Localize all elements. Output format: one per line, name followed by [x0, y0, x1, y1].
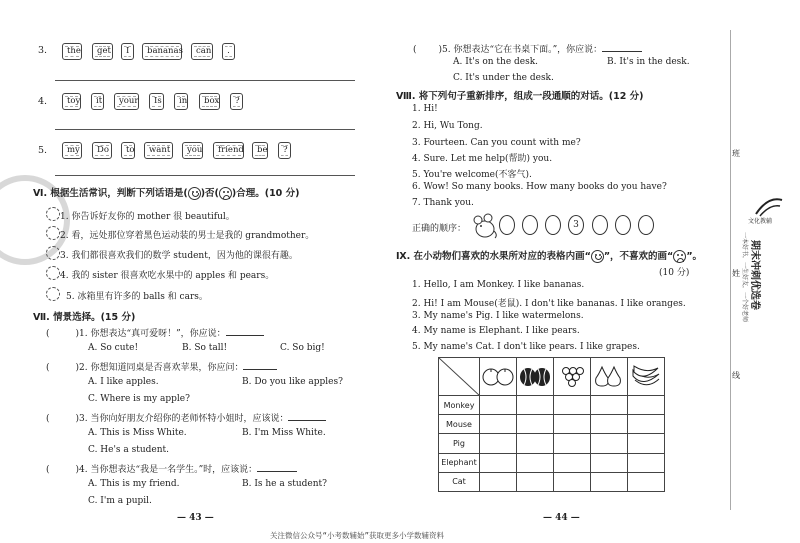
section-9-score: (10 分) — [659, 268, 690, 278]
animal-label: Monkey — [439, 396, 480, 415]
sad-face-icon — [673, 250, 686, 263]
publisher-name: 文化教辅 — [748, 218, 773, 225]
animal-label: Mouse — [439, 415, 480, 434]
statement-line: 5. My name's Cat. I don't like pears. I like grapes. — [412, 342, 640, 352]
word-card: can — [191, 43, 213, 60]
word-card: ? — [230, 93, 243, 110]
spine-char: 线 — [732, 371, 740, 380]
word-card: in — [174, 93, 188, 110]
answer-cell[interactable] — [554, 434, 591, 453]
section-7-title: Ⅶ. 情景选择。(15 分) — [33, 312, 136, 323]
answer-face-slot[interactable] — [46, 207, 60, 221]
option: B. Do you like apples? — [242, 377, 343, 387]
option: A. So cute! — [88, 343, 139, 353]
order-slot[interactable] — [499, 215, 515, 235]
page-number-right: — 44 — — [543, 513, 580, 523]
answer-cell[interactable] — [480, 434, 517, 453]
question-number: 5. — [38, 145, 48, 156]
answer-cell[interactable] — [628, 453, 665, 472]
order-slot[interactable] — [592, 215, 608, 235]
fruit-preference-table — [438, 357, 665, 492]
answer-cell[interactable] — [591, 415, 628, 434]
answer-face-slot[interactable] — [46, 246, 60, 260]
judge-item: 4. 我的 sister 很喜欢吃水果中的 apples 和 pears。 — [60, 271, 275, 281]
answer-line — [55, 175, 355, 176]
word-card: the — [62, 43, 82, 60]
word-card: get — [92, 43, 113, 60]
word-card: to — [121, 142, 135, 159]
answer-cell[interactable] — [517, 396, 554, 415]
answer-cell[interactable] — [517, 453, 554, 472]
option: A. This is my friend. — [88, 479, 180, 489]
table-row — [439, 396, 665, 415]
word-card: toy — [62, 93, 81, 110]
word-card: it — [91, 93, 104, 110]
dialogue-line: 5. You're welcome(不客气). — [412, 170, 532, 180]
judge-item: 1. 你告诉好友你的 mother 很 beautiful。 — [60, 212, 235, 222]
section-6-title: Ⅵ. 根据生活常识，判断下列话语是( )否( )合理。(10 分) — [33, 188, 300, 199]
footer-note: 关注微信公众号“小考数辅始”获取更多小学数辅资料 — [270, 531, 445, 540]
statement-line: 3. My name's Pig. I like watermelons. — [412, 311, 584, 321]
answer-cell[interactable] — [591, 453, 628, 472]
sad-face-icon — [219, 187, 232, 200]
answer-cell[interactable] — [591, 434, 628, 453]
option: B. Is he a student? — [242, 479, 327, 489]
brand-tagline: 一本好书，一生好友，一个好老师 — [741, 232, 748, 323]
grapes-icon — [554, 358, 591, 396]
answer-cell[interactable] — [554, 472, 591, 491]
bananas-icon — [628, 358, 665, 396]
order-slot[interactable] — [522, 215, 538, 235]
word-card: you — [182, 142, 203, 159]
dialogue-line: 7. Thank you. — [412, 198, 474, 208]
smiley-face-icon — [188, 187, 201, 200]
choice-question: ( )3. 当你向好朋友介绍你的老师怀特小姐时，应该说： — [46, 411, 326, 424]
dialogue-line: 6. Wow! So many books. How many books do you have? — [412, 182, 667, 192]
table-row — [439, 415, 665, 434]
word-card: my — [62, 142, 82, 159]
answer-cell[interactable] — [591, 472, 628, 491]
publisher-logo-icon — [754, 196, 784, 218]
judge-item: 5. 冰箱里有许多的 balls 和 cars。 — [66, 292, 208, 302]
answer-cell[interactable] — [517, 472, 554, 491]
word-card: want — [144, 142, 173, 159]
answer-cell[interactable] — [628, 434, 665, 453]
dialogue-line: 4. Sure. Let me help(帮助) you. — [412, 154, 553, 164]
order-slot[interactable] — [545, 215, 561, 235]
word-card: Is — [149, 93, 164, 110]
word-card: friend — [213, 142, 244, 159]
question-number: 4. — [38, 96, 48, 107]
word-card: be — [252, 142, 268, 159]
word-card: box — [199, 93, 220, 110]
option: C. Where is my apple? — [88, 394, 190, 404]
table-row — [439, 434, 665, 453]
cut-line — [730, 30, 731, 510]
pears-icon — [591, 358, 628, 396]
answer-cell[interactable] — [480, 415, 517, 434]
choice-question: ( )4. 当你想表达“我是一名学生。”时，应该说： — [46, 462, 297, 475]
option: A. This is Miss White. — [88, 428, 187, 438]
section-8-title: Ⅷ. 将下列句子重新排序，组成一段通顺的对话。(12 分) — [396, 91, 644, 102]
order-slot[interactable] — [615, 215, 631, 235]
choice-question: ( )2. 你想知道同桌是否喜欢苹果，你应问： — [46, 360, 277, 373]
order-slot-given: 3 — [568, 215, 584, 235]
brand-title: 期末冲刺优选卷 — [749, 240, 760, 310]
binding-spine — [718, 0, 800, 543]
option: A. It's on the desk. — [453, 57, 539, 67]
word-card: Do — [92, 142, 112, 159]
judge-item: 2. 看，远处那位穿着黑色运动装的男士是我的 grandmother。 — [60, 231, 315, 241]
answer-cell[interactable] — [517, 415, 554, 434]
option: B. It's in the desk. — [607, 57, 690, 67]
word-card: bananas — [142, 43, 182, 60]
order-label: 正确的顺序： — [412, 224, 467, 234]
answer-cell[interactable] — [591, 396, 628, 415]
answer-cell[interactable] — [628, 396, 665, 415]
watermelons-icon — [517, 358, 554, 396]
statement-line: 2. Hi! I am Mouse(老鼠). I don't like bananas. I like oranges. — [412, 299, 686, 309]
spine-char: 姓 — [732, 269, 740, 278]
word-card: ? — [278, 142, 291, 159]
judge-item: 3. 我们都很喜欢我们的数学 student，因为他的课很有趣。 — [60, 251, 298, 261]
answer-cell[interactable] — [480, 396, 517, 415]
section-9-title: Ⅸ. 在小动物们喜欢的水果所对应的表格内画“ ”，不喜欢的画“ ”。 — [396, 251, 703, 262]
answer-line — [55, 80, 355, 81]
page-number-left: — 43 — — [177, 513, 214, 523]
answer-face-slot[interactable] — [46, 266, 60, 280]
statement-line: 4. My name is Elephant. I like pears. — [412, 326, 580, 336]
option: C. He's a student. — [88, 445, 170, 455]
answer-cell[interactable] — [554, 415, 591, 434]
option: C. It's under the desk. — [453, 73, 554, 83]
statement-line: 1. Hello, I am Monkey. I like bananas. — [412, 280, 585, 290]
oranges-icon — [480, 358, 517, 396]
answer-face-slot[interactable] — [46, 287, 60, 301]
table-corner — [439, 358, 480, 396]
answer-cell[interactable] — [517, 434, 554, 453]
answer-cell[interactable] — [628, 472, 665, 491]
dialogue-line: 3. Fourteen. Can you count with me? — [412, 138, 581, 148]
word-card: . — [222, 43, 235, 60]
answer-cell[interactable] — [554, 396, 591, 415]
word-card: your — [114, 93, 139, 110]
animal-label: Pig — [439, 434, 480, 453]
question-number: 3. — [38, 45, 48, 56]
word-card: I — [121, 43, 134, 60]
table-row — [439, 472, 665, 491]
option: B. So tall! — [182, 343, 228, 353]
answer-cell[interactable] — [628, 415, 665, 434]
animal-label: Cat — [439, 472, 480, 491]
smiley-face-icon — [591, 250, 604, 263]
choice-question: ( )5. 你想表达“它在书桌下面。”，你应说： — [413, 42, 642, 55]
spine-char: 班 — [732, 149, 740, 158]
dialogue-line: 1. Hi! — [412, 104, 438, 114]
option: A. I like apples. — [88, 377, 159, 387]
dialogue-line: 2. Hi, Wu Tong. — [412, 121, 483, 131]
answer-line — [55, 129, 355, 130]
option: C. So big! — [280, 343, 325, 353]
table-row — [439, 453, 665, 472]
animal-label: Elephant — [439, 453, 480, 472]
order-slot[interactable] — [638, 215, 654, 235]
choice-question: ( )1. 你想表达“真可爱呀！”，你应说： — [46, 326, 264, 339]
option: B. I'm Miss White. — [242, 428, 326, 438]
answer-face-slot[interactable] — [46, 226, 60, 240]
mouse-icon — [470, 211, 498, 239]
option: C. I'm a pupil. — [88, 496, 152, 506]
answer-cell[interactable] — [480, 472, 517, 491]
answer-cell[interactable] — [480, 453, 517, 472]
answer-cell[interactable] — [554, 453, 591, 472]
